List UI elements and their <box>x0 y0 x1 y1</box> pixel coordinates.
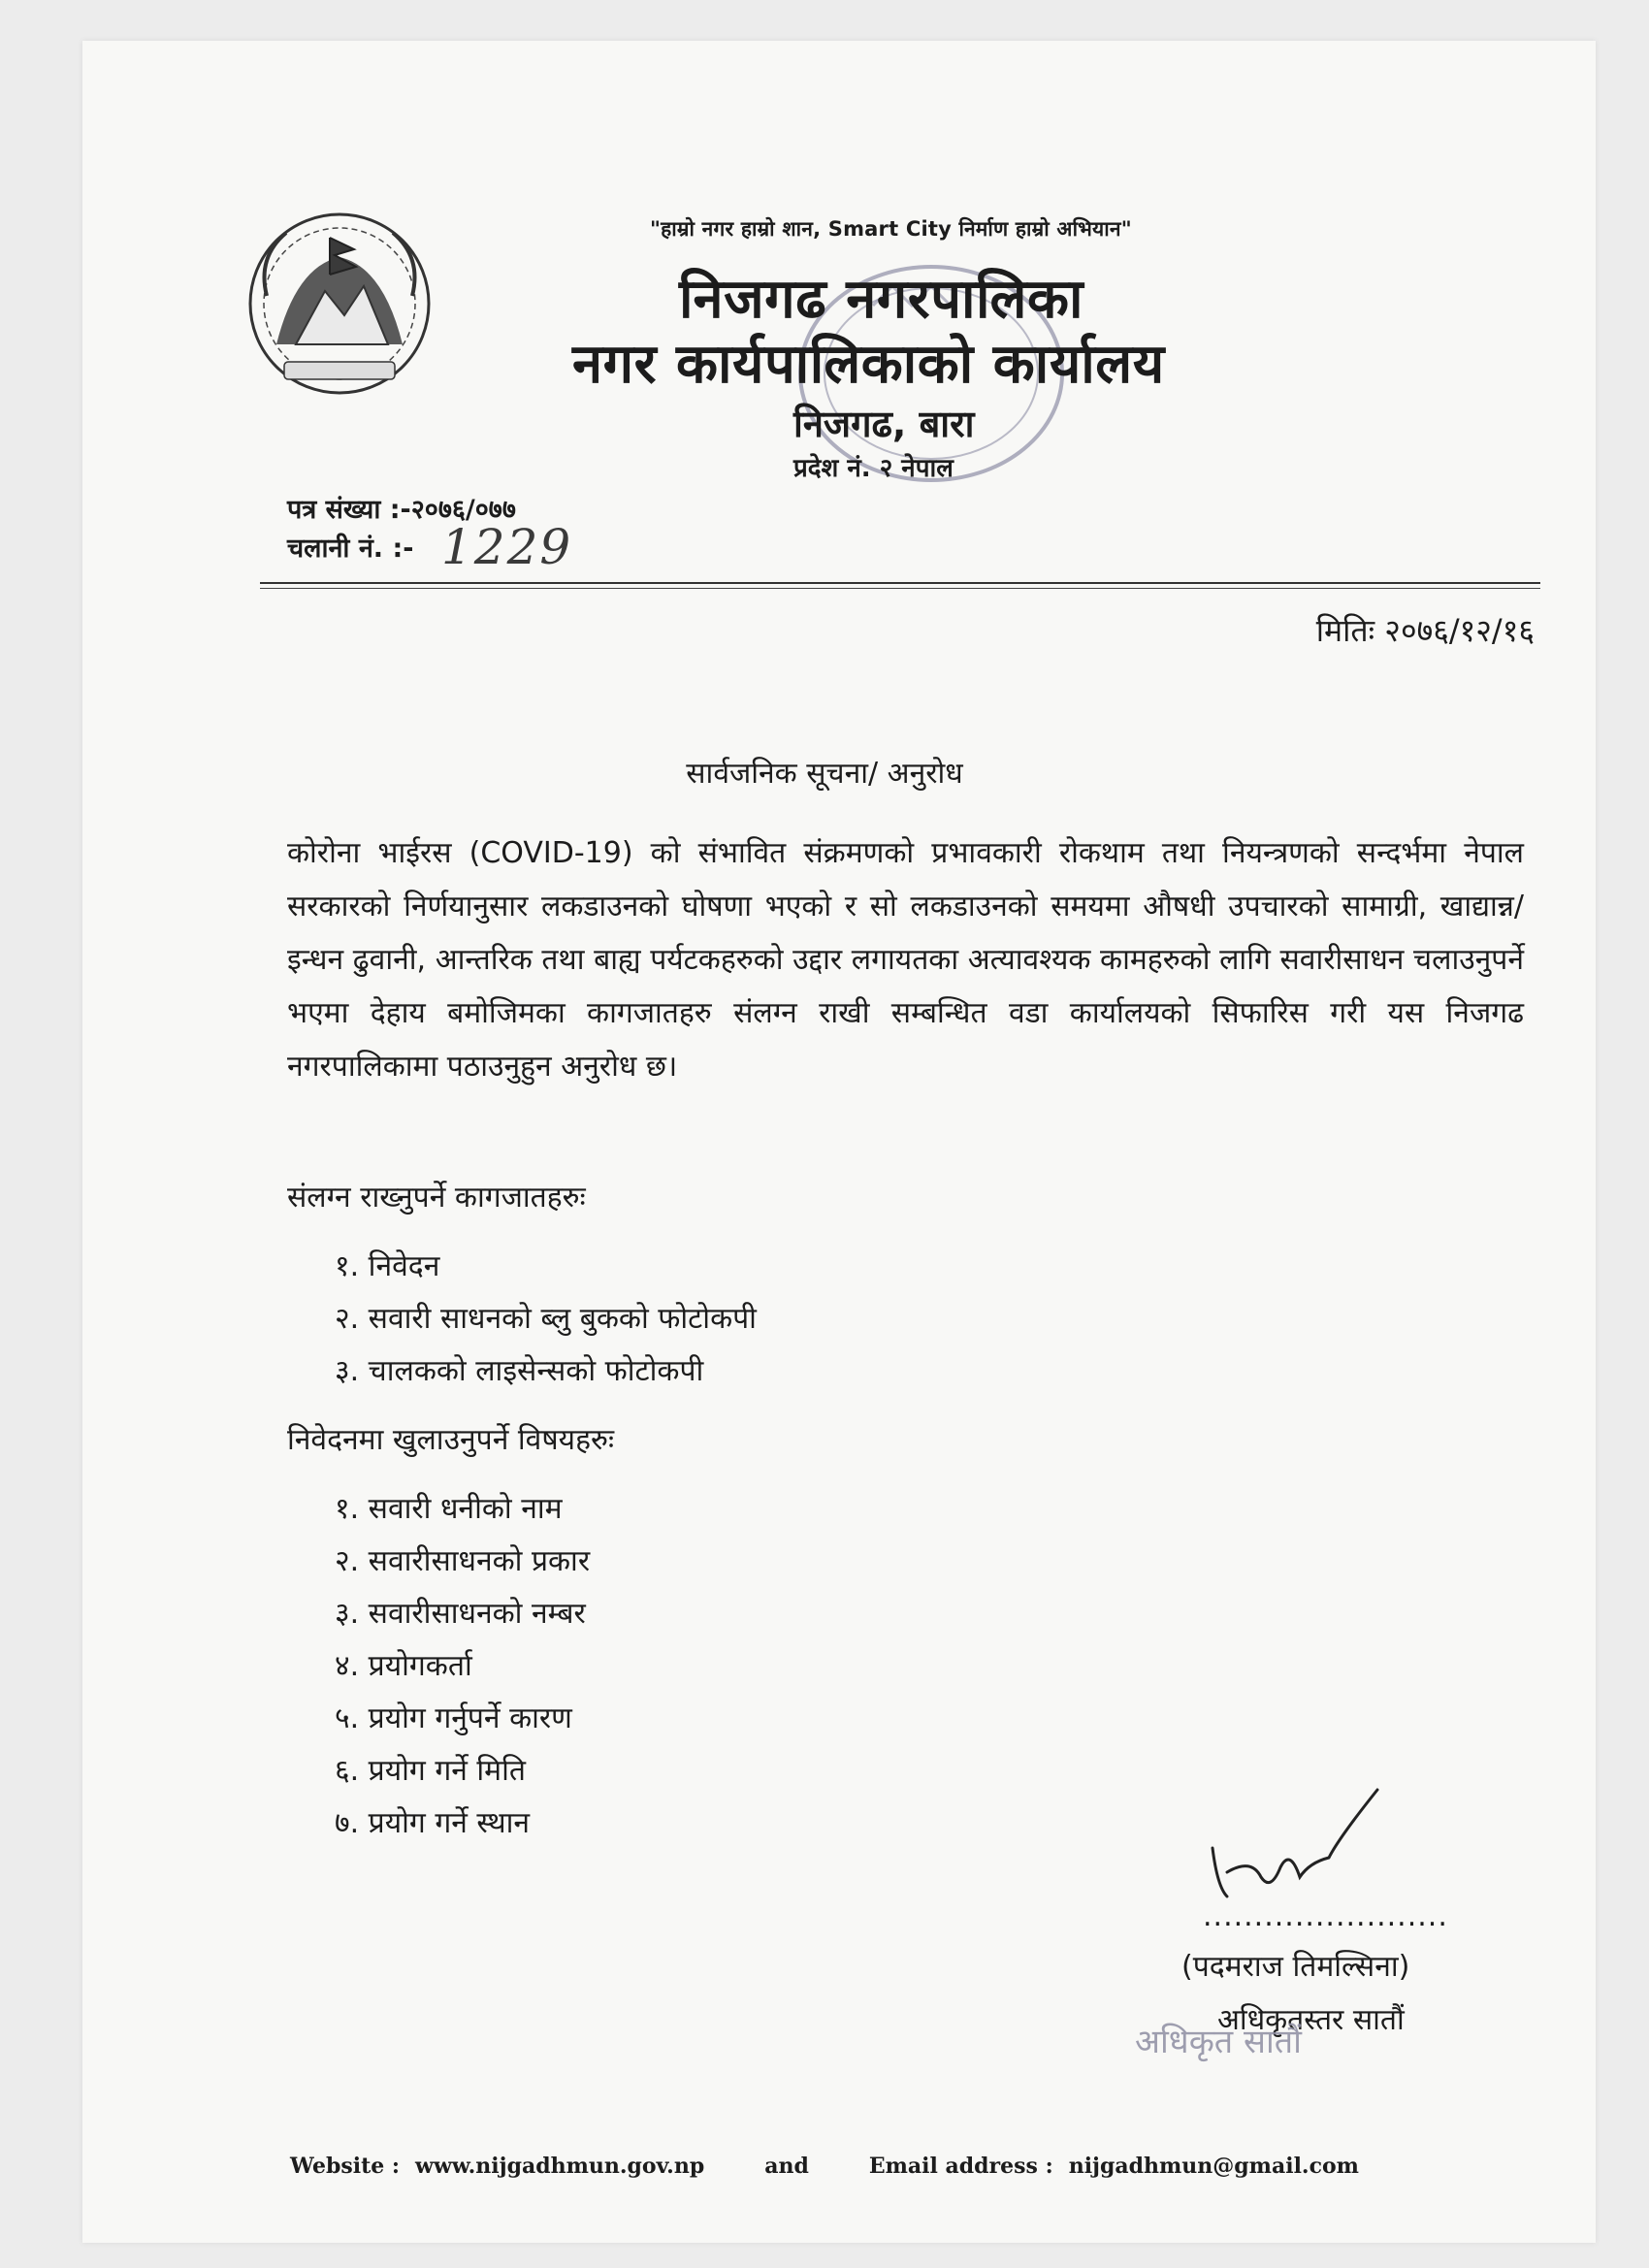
footer-and: and <box>764 2154 809 2179</box>
footer <box>0 2154 1649 2179</box>
divider <box>260 588 1540 589</box>
list-item: ७. प्रयोग गर्ने स्थान <box>335 1806 531 1840</box>
chalani-value: 1229 <box>441 519 573 575</box>
signatory-title: अधिकृतस्तर सातौं <box>1217 2003 1405 2037</box>
letter-date: मितिः २०७६/१२/१६ <box>1315 612 1535 649</box>
signatory-stamp: अधिकृत सातौं <box>1135 2023 1302 2061</box>
list-item: ३. सवारीसाधनको नम्बर <box>335 1597 586 1631</box>
website-label: Website : <box>290 2154 401 2179</box>
fields-heading: निवेदनमा खुलाउनुपर्ने विषयहरुः <box>287 1423 615 1457</box>
list-item: ३. चालकको लाइसेन्सको फोटोकपी <box>335 1354 704 1388</box>
body-paragraph: कोरोना भाईरस (COVID-19) को संभावित संक्रमणको प्रभावकारी रोकथाम तथा नियन्त्रणको सन्दर्भमा नेपाल सरकारको निर्णयानुसार लकडाउनको घोषणा भएको र सो लकडाउनको समयमा औषधी उपचारको सामाग्री, खाद्यान्न/इन्धन ढुवानी, आन्तरिक तथा बाह्य पर्यटकहरुको उद्दार लगायतका अत्यावश्यक कामहरुको लागि सवारीसाधन चलाउनुपर्ने भएमा देहाय बमोजिमका कागजातहरु संलग्न राखी सम्बन्धित वडा कार्यालयको सिफारिस गरी यस निजगढ नगरपालिकामा पठाउनुहुन अनुरोध छ। <box>287 836 1524 1084</box>
divider <box>260 582 1540 584</box>
list-item: २. सवारी साधनको ब्लु बुकको फोटोकपी <box>335 1302 757 1336</box>
notice-title: सार्वजनिक सूचना/ अनुरोध <box>686 757 963 791</box>
list-item: २. सवारीसाधनको प्रकार <box>335 1544 591 1578</box>
signature-icon <box>1183 1780 1416 1906</box>
list-item: ६. प्रयोग गर्ने मिति <box>335 1754 526 1788</box>
list-item: ४. प्रयोगकर्ता <box>335 1649 472 1683</box>
email-label: Email address : <box>868 2154 1053 2179</box>
email-link[interactable]: nijgadhmun@gmail.com <box>1068 2154 1359 2179</box>
office-name: नगर कार्यपालिकाको कार्यालय <box>572 333 1165 396</box>
nepal-emblem-icon <box>238 199 441 403</box>
office-location: निजगढ, बारा <box>793 403 975 445</box>
signatory-name: (पदमराज तिमल्सिना) <box>1181 1950 1410 1984</box>
patra-sankhya-value: २०७६/०७७ <box>410 495 516 525</box>
province: प्रदेश नं. २ नेपाल <box>793 454 954 483</box>
website-link[interactable]: www.nijgadhmun.gov.np <box>415 2154 705 2179</box>
docs-heading: संलग्न राख्नुपर्ने कागजातहरुः <box>287 1181 586 1215</box>
slogan: "हाम्रो नगर हाम्रो शान, Smart City निर्माण हाम्रो अभियान" <box>650 217 1132 241</box>
list-item: १. सवारी धनीको नाम <box>335 1492 563 1526</box>
list-item: १. निवेदन <box>335 1249 440 1283</box>
list-item: ५. प्रयोग गर्नुपर्ने कारण <box>335 1701 572 1735</box>
chalani-label: चलानी नं. :- <box>287 534 414 564</box>
signature-line: ........................ <box>1203 1899 1448 1933</box>
patra-sankhya-label: पत्र संख्या :- <box>287 495 411 525</box>
org-name: निजगढ नगरपालिका <box>679 268 1083 331</box>
